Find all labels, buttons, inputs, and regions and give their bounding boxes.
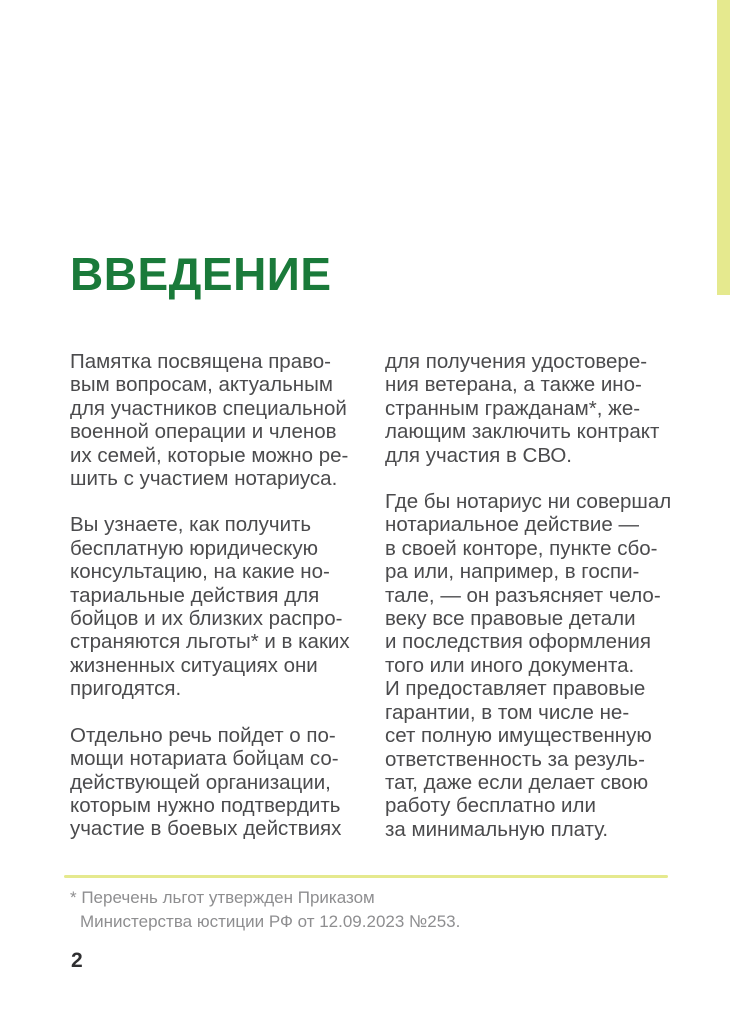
paragraph [385, 490, 670, 841]
text-line: участие в боевых действиях [70, 817, 342, 841]
paragraph [385, 350, 670, 467]
text-line: ния ветерана, а также ино- [385, 373, 642, 397]
text-line: страняются льготы* и в каких [70, 630, 350, 654]
text-column-left [70, 350, 370, 841]
text-line: работу бесплатно или [385, 794, 596, 818]
paragraph [70, 513, 370, 700]
text-column-right [385, 350, 670, 841]
text-line: ра или, например, в госпи- [385, 560, 640, 584]
text-line: Отдельно речь пойдет о по- [70, 723, 336, 747]
text-line: лающим заключить контракт [385, 420, 660, 444]
text-line: бесплатную юридическую [70, 536, 319, 560]
text-line: для участников специальной [70, 396, 347, 420]
text-line: Где бы нотариус ни совершал [385, 490, 672, 514]
text-line: тале, — он разъясняет чело- [385, 583, 661, 607]
paragraph [70, 350, 370, 490]
text-line: действующей организации, [70, 770, 331, 794]
footnote [70, 886, 460, 934]
text-line: для получения удостовере- [385, 350, 648, 373]
accent-bar [717, 0, 730, 295]
text-line: в своей конторе, пункте сбо- [385, 536, 658, 560]
text-line: нотариальное действие — [385, 513, 639, 537]
text-line: гарантии, в том числе не- [385, 700, 630, 724]
footnote-line: Министерства юстиции РФ от 12.09.2023 №253. [80, 912, 461, 931]
footnote-line: * Перечень льгот утвержден Приказом [70, 888, 375, 907]
text-line: Вы узнаете, как получить [70, 513, 312, 537]
text-line: и последствия оформления [385, 630, 651, 654]
text-line: И предоставляет правовые [385, 677, 646, 701]
page-title: ВВЕДЕНИЕ [70, 248, 332, 300]
text-line: шить с участием нотариуса. [70, 467, 338, 491]
text-line: ответственность за резуль- [385, 747, 645, 771]
paragraph [70, 724, 370, 841]
text-line: бойцов и их близких распро- [70, 607, 343, 631]
text-line: вым вопросам, актуальным [70, 373, 333, 397]
body-text [70, 350, 670, 841]
text-line: того или иного документа. [385, 653, 635, 677]
text-line: военной операции и членов [70, 420, 337, 444]
text-line: сет полную имущественную [385, 724, 652, 748]
text-line: веку все правовые детали [385, 607, 636, 631]
text-line: пригодятся. [70, 677, 182, 701]
text-line: тариальные действия для [70, 583, 320, 607]
text-line: за минимальную плату. [385, 817, 609, 841]
text-line: для участия в СВО. [385, 443, 572, 467]
text-line: жизненных ситуациях они [70, 653, 318, 677]
text-line: тат, даже если делает свою [385, 770, 649, 794]
text-line: их семей, которые можно ре- [70, 443, 349, 467]
text-line: мощи нотариата бойцам со- [70, 747, 339, 771]
text-line: странным гражданам*, же- [385, 396, 641, 420]
footnote-divider [64, 875, 668, 878]
text-line: которым нужно подтвердить [70, 793, 341, 817]
page-number: 2 [71, 949, 83, 972]
text-line: консультацию, на какие но- [70, 560, 330, 584]
text-line: Памятка посвящена право- [70, 350, 331, 373]
